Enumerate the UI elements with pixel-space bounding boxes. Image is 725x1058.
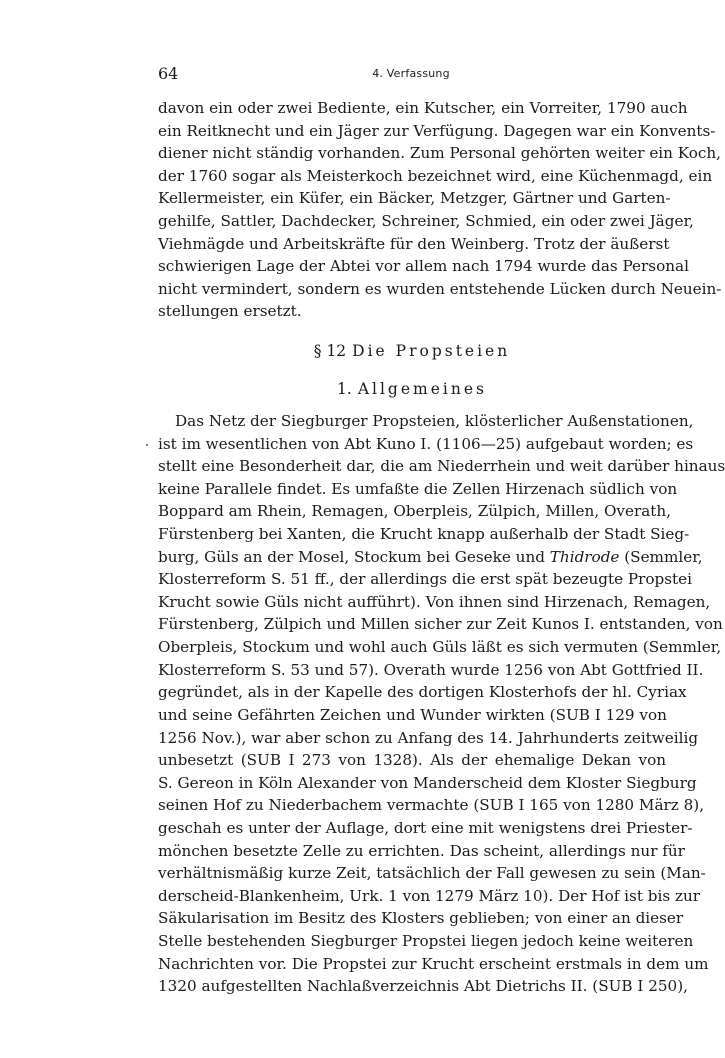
text-line: Boppard am Rhein, Remagen, Oberpleis, Zülpich, Millen, Overath, [158,502,672,521]
text-line: Fürstenberg bei Xanten, die Krucht knapp außerhalb der Stadt Sieg- [158,525,690,544]
text-line: der 1760 sogar als Meisterkoch bezeichnet wird, eine Küchenmagd, ein [158,166,713,185]
text-line: Stelle bestehenden Siegburger Propstei liegen jedoch keine weiteren [158,932,694,951]
text-line: Fürstenberg, Zülpich und Millen sicher zur Zeit Kunos I. entstanden, von [158,615,723,634]
text-line: Kellermeister, ein Küfer, ein Bäcker, Metzger, Gärtner und Garten- [158,189,671,208]
text-line: verhältnismäßig kurze Zeit, tatsächlich der Fall gewesen zu sein (Man- [158,864,706,883]
text-line: derscheid-Blankenheim, Urk. 1 von 1279 März 10). Der Hof ist bis zur [158,886,700,905]
text-line: Klosterreform S. 53 und 57). Overath wurde 1256 von Abt Gottfried II. [158,660,704,679]
text-line: Klosterreform S. 51 ff., der allerdings die erst spät bezeugte Propstei [158,570,692,589]
section-symbol: § 12 [313,342,347,360]
page-header [158,64,664,86]
text-line: und seine Gefährten Zeichen und Wunder wirkten (SUB I 129 von [158,705,667,724]
subsection-title: Allgemeines [357,380,487,398]
text-line: S. Gereon in Köln Alexander von Manderscheid dem Kloster Siegburg [158,773,697,792]
text-line: gegründet, als in der Kapelle des dortigen Klosterhofs der hl. Cyriax [158,683,687,702]
text-line: davon ein oder zwei Bediente, ein Kutscher, ein Vorreiter, 1790 auch [158,99,688,117]
text-segment: burg, Güls an der Mosel, Stockum bei Geseke und [158,547,550,566]
text-line: Oberpleis, Stockum und wohl auch Güls läßt es sich vermuten (Semmler, [158,638,722,657]
text-segment: (Semmler, [619,547,703,566]
text-line: mönchen besetzte Zelle zu errichten. Das scheint, allerdings nur für [158,841,685,860]
text-line: Nachrichten vor. Die Propstei zur Krucht erscheint erstmals in dem um [158,954,709,973]
text-line: Krucht sowie Güls nicht aufführt). Von ihnen sind Hirzenach, Remagen, [158,592,711,611]
subsection-heading [158,380,666,398]
text-line: diener nicht ständig vorhanden. Zum Personal gehörten weiter ein Koch, [158,144,721,163]
running-head: 4. Verfassung [372,67,450,80]
text-line: nicht vermindert, sondern es wurden entstehende Lücken durch Neuein- [158,279,722,298]
subsection-number: 1. [337,380,352,398]
text-line: Viehmägde und Arbeitskräfte für den Weinberg. Trotz der äußerst [158,234,670,253]
text-line: Säkularisation im Besitz des Klosters geblieben; von einer an dieser [158,909,684,928]
paragraph-1 [158,97,722,323]
text-line: seinen Hof zu Niederbachem vermachte (SUB I 165 von 1280 März 8), [158,796,705,815]
page-number: 64 [158,64,179,83]
text-line: ein Reitknecht und ein Jäger zur Verfügung. Dagegen war ein Konvents- [158,121,716,140]
italic-place-name: Thidrode [549,547,620,566]
text-line: geschah es unter der Auflage, dort eine mit wenigstens drei Priester- [158,818,693,837]
text-line: stellt eine Besonderheit dar, die am Niederrhein und weit darüber hinaus [158,457,725,476]
text-line: schwierigen Lage der Abtei vor allem nach 1794 wurde das Personal [158,257,689,276]
text-line: keine Parallele findet. Es umfaßte die Zellen Hirzenach südlich von [158,479,678,498]
text-line: 1320 aufgestellten Nachlaßverzeichnis Abt Dietrichs II. (SUB I 250), [158,977,688,996]
section-heading [158,342,666,360]
section-title: Die Propsteien [352,342,511,360]
text-line: ist im wesentlichen von Abt Kuno I. (1106—25) aufgebaut worden; es [158,434,694,453]
paragraph-2 [158,410,725,998]
text-line: gehilfe, Sattler, Dachdecker, Schreiner, Schmied, ein oder zwei Jäger, [158,212,694,231]
text-line [158,546,703,569]
stray-mark [146,444,148,446]
text-line: 1256 Nov.), war aber schon zu Anfang des 14. Jahrhunderts zeitweilig [158,728,699,747]
text-line: Das Netz der Siegburger Propsteien, klösterlicher Außenstationen, [175,412,694,430]
text-line: stellungen ersetzt. [158,302,302,321]
text-line: unbesetzt (SUB I 273 von 1328). Als der ehemalige Dekan von [158,751,666,770]
